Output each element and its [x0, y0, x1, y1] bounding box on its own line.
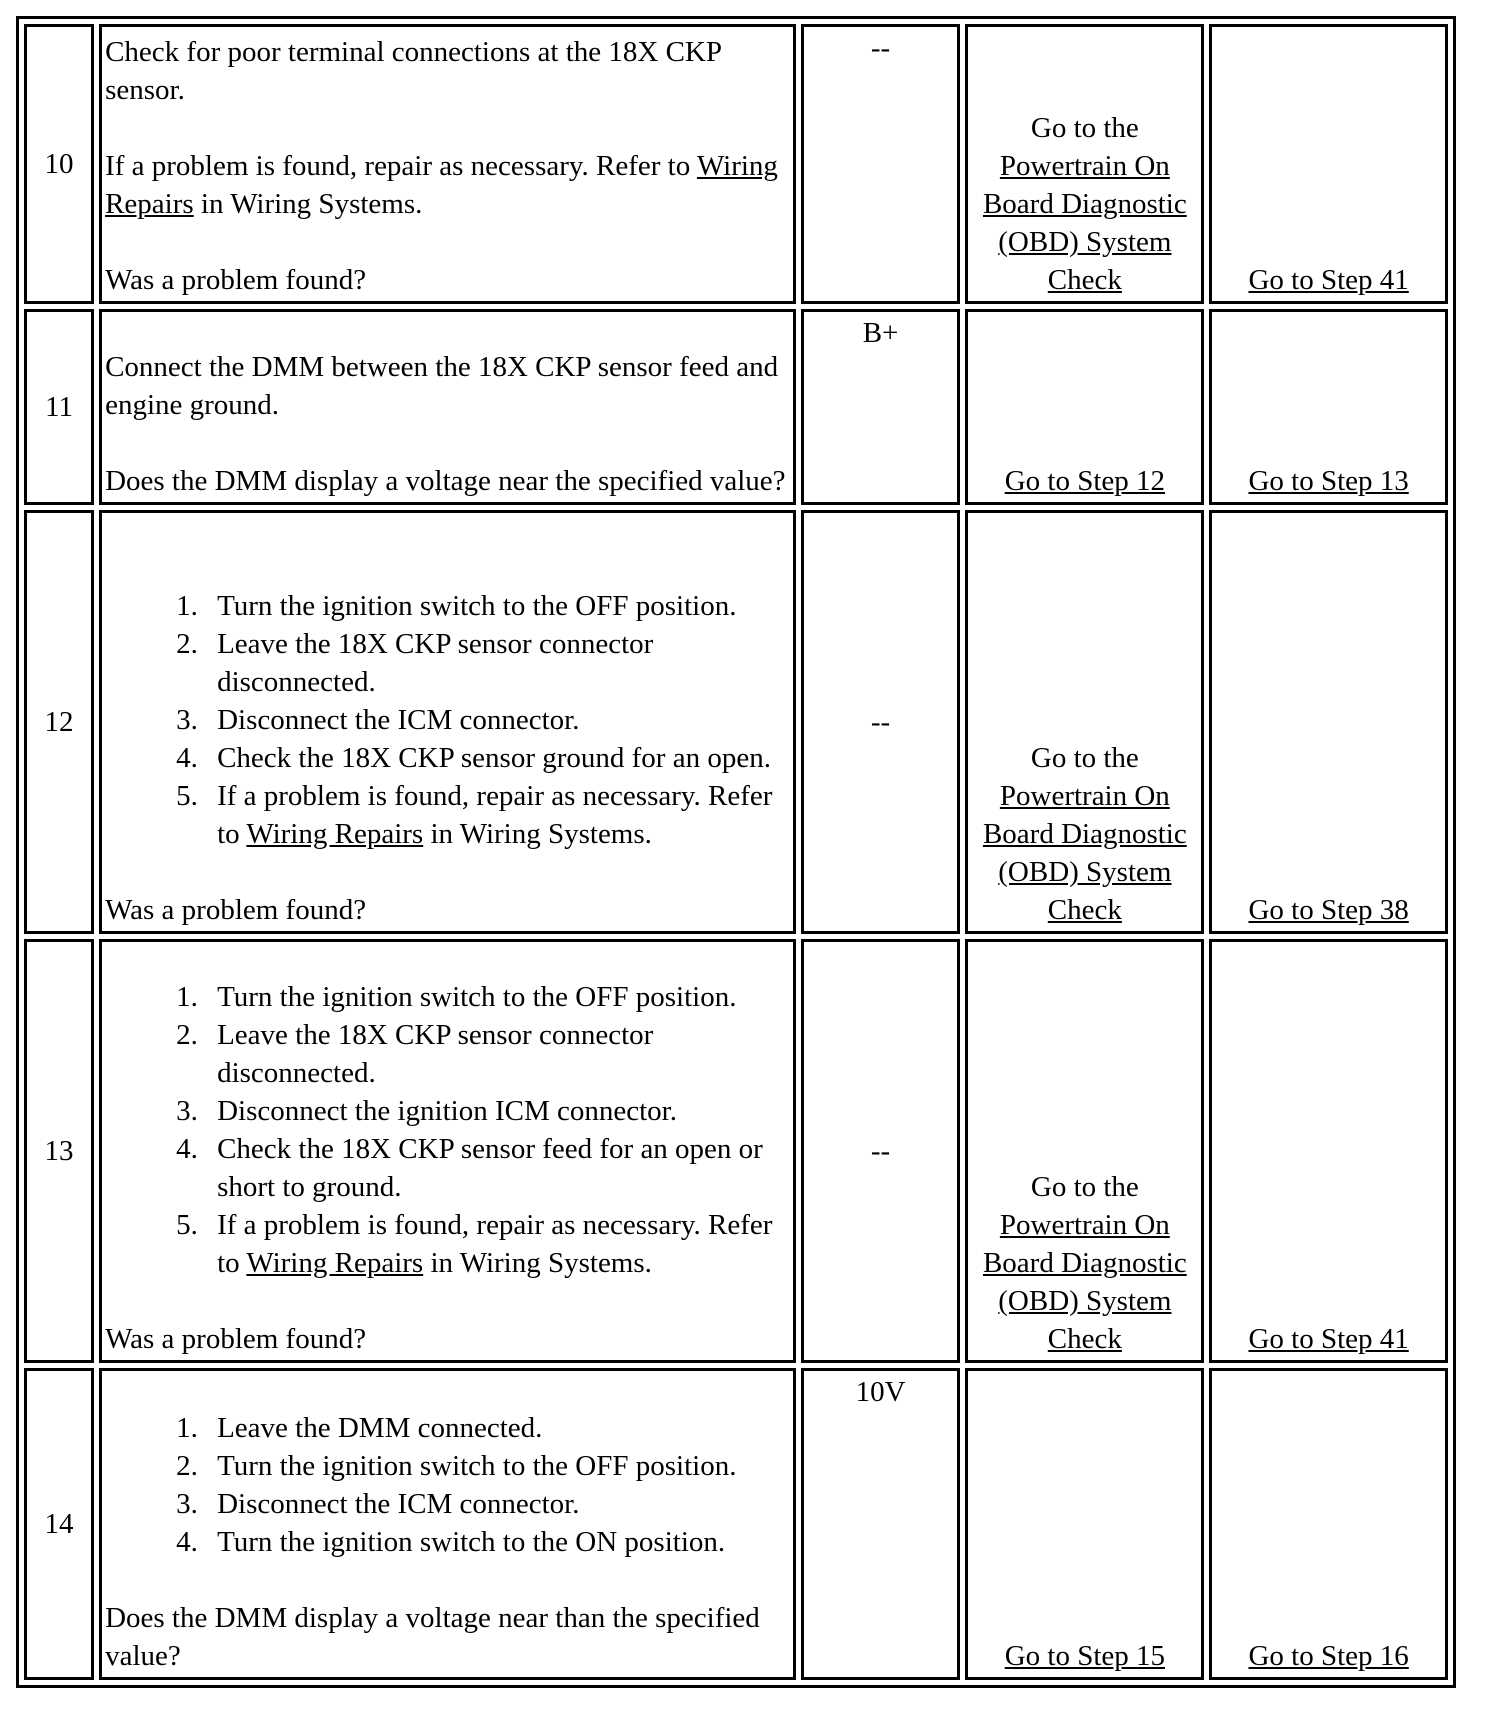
no-cell	[1209, 309, 1448, 505]
list-item: 3. Disconnect the ICM connector.	[205, 1485, 790, 1523]
action-text: Connect the DMM between the 18X CKP sensor feed and engine ground.	[105, 351, 779, 421]
go-to-step-link[interactable]: Go to Step 16	[1248, 1640, 1409, 1672]
question-text: Was a problem found?	[105, 264, 367, 296]
value-cell: B+	[801, 309, 961, 505]
yes-cell	[965, 24, 1204, 304]
action-cell	[99, 24, 796, 304]
list-item: 4. Turn the ignition switch to the ON position.	[205, 1523, 790, 1561]
refer-text: in Wiring Systems.	[193, 188, 423, 220]
no-cell	[1209, 939, 1448, 1363]
list-item: 4. Check the 18X CKP sensor ground for an open.	[205, 739, 790, 777]
action-text	[105, 147, 790, 223]
diagnostic-table	[16, 16, 1456, 1688]
step-number: 10	[24, 24, 94, 304]
yes-prefix: Go to the	[1030, 742, 1139, 774]
wiring-repairs-link[interactable]: Wiring Repairs	[246, 818, 424, 850]
table-row	[24, 24, 1448, 304]
go-to-step-link[interactable]: Go to Step 15	[1004, 1640, 1165, 1672]
list-item: 2. Turn the ignition switch to the OFF position.	[205, 1447, 790, 1485]
refer-text: in Wiring Systems.	[423, 1247, 652, 1279]
question-text: Does the DMM display a voltage near the specified value?	[105, 465, 786, 497]
refer-text: in Wiring Systems.	[423, 818, 652, 850]
list-item: 3. Disconnect the ICM connector.	[205, 701, 790, 739]
table-row	[24, 1368, 1448, 1680]
table-row	[24, 939, 1448, 1363]
no-cell	[1209, 24, 1448, 304]
yes-cell	[965, 939, 1204, 1363]
question-text: Was a problem found?	[105, 1323, 367, 1355]
go-to-step-link[interactable]: Go to Step 12	[1004, 465, 1165, 497]
step-number: 13	[24, 939, 94, 1363]
question-text: Was a problem found?	[105, 894, 367, 926]
list-item: 2. Leave the 18X CKP sensor connector disconnected.	[205, 1016, 790, 1092]
yes-cell	[965, 309, 1204, 505]
no-cell	[1209, 510, 1448, 934]
yes-prefix: Go to the	[1030, 112, 1139, 144]
list-item: 1. Turn the ignition switch to the OFF position.	[205, 978, 790, 1016]
value-cell: 10V	[801, 1368, 961, 1680]
no-cell	[1209, 1368, 1448, 1680]
value-cell: --	[801, 939, 961, 1363]
action-cell	[99, 510, 796, 934]
procedure-list	[105, 587, 790, 853]
value-cell: --	[801, 24, 961, 304]
obd-system-check-link[interactable]: Powertrain On Board Diagnostic (OBD) System Check	[982, 780, 1187, 926]
obd-system-check-link[interactable]: Powertrain On Board Diagnostic (OBD) System Check	[982, 1209, 1187, 1355]
list-item: 2. Leave the 18X CKP sensor connector disconnected.	[205, 625, 790, 701]
go-to-step-link[interactable]: Go to Step 41	[1248, 1323, 1409, 1355]
procedure-list	[105, 978, 790, 1282]
wiring-repairs-link[interactable]: Wiring Repairs	[246, 1247, 424, 1279]
list-item: 4. Check the 18X CKP sensor feed for an open or short to ground.	[205, 1130, 790, 1206]
value-cell: --	[801, 510, 961, 934]
step-number: 14	[24, 1368, 94, 1680]
table-row	[24, 510, 1448, 934]
procedure-list	[105, 1409, 790, 1561]
table-row	[24, 309, 1448, 505]
action-cell	[99, 939, 796, 1363]
question-text: Does the DMM display a voltage near than the specified value?	[105, 1602, 760, 1672]
refer-text: If a problem is found, repair as necessary. Refer to	[217, 1209, 773, 1279]
action-cell	[99, 1368, 796, 1680]
go-to-step-link[interactable]: Go to Step 13	[1248, 465, 1409, 497]
step-number: 12	[24, 510, 94, 934]
obd-system-check-link[interactable]: Powertrain On Board Diagnostic (OBD) System Check	[982, 150, 1187, 296]
list-item	[205, 1206, 790, 1282]
list-item: 1. Turn the ignition switch to the OFF position.	[205, 587, 790, 625]
yes-cell	[965, 510, 1204, 934]
step-number: 11	[24, 309, 94, 505]
go-to-step-link[interactable]: Go to Step 41	[1248, 264, 1409, 296]
refer-text: If a problem is found, repair as necessary. Refer to	[217, 780, 773, 850]
list-item: 3. Disconnect the ignition ICM connector.	[205, 1092, 790, 1130]
list-item	[205, 777, 790, 853]
action-cell	[99, 309, 796, 505]
yes-cell	[965, 1368, 1204, 1680]
refer-text: If a problem is found, repair as necessary. Refer to	[105, 150, 697, 182]
wiring-repairs-link[interactable]: Wiring Repairs	[105, 150, 778, 220]
go-to-step-link[interactable]: Go to Step 38	[1248, 894, 1409, 926]
yes-prefix: Go to the	[1030, 1171, 1139, 1203]
action-text: Check for poor terminal connections at the 18X CKP sensor.	[105, 36, 721, 106]
list-item: 1. Leave the DMM connected.	[205, 1409, 790, 1447]
